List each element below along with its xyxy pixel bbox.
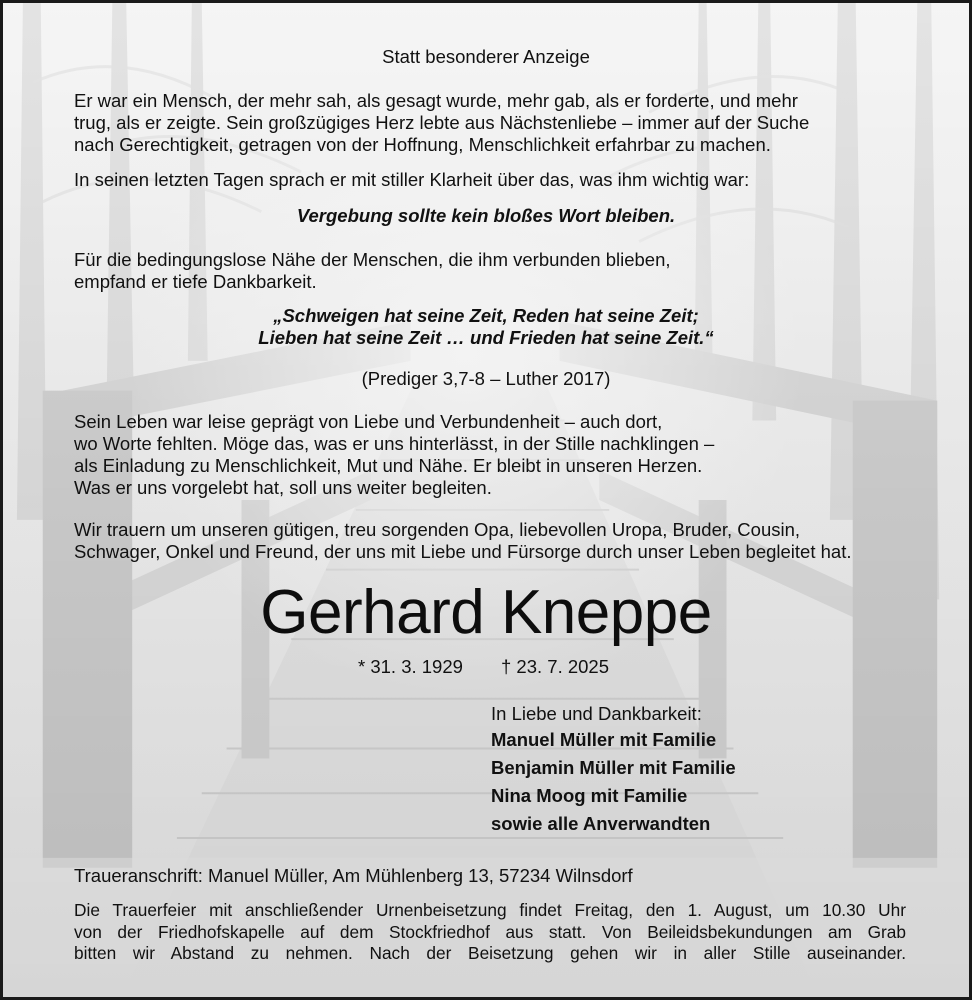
funeral-details [74,900,906,965]
mourning-address: Traueranschrift: Manuel Müller, Am Mühlenberg 13, 57234 Wilnsdorf [74,865,633,886]
life-line-2: wo Worte fehlten. Möge das, was er uns hinterlässt, in der Stille nachklingen – [74,433,715,454]
family-line-4: sowie alle Anverwandten [491,813,711,834]
header-line: Statt besonderer Anzeige [382,46,590,67]
family-line-2: Benjamin Müller mit Familie [491,757,736,778]
gratitude-line-2: empfand er tiefe Dankbarkeit. [74,271,317,292]
forgiveness-line: Vergebung sollte kein bloßes Wort bleiben. [296,205,676,226]
quote-line-1: „Schweigen hat seine Zeit, Reden hat seine Zeit; [273,305,699,326]
funeral-line-2: von der Friedhofskapelle auf dem Stockfriedhof aus statt. Von Beileidsbekundungen am Grab [74,921,906,942]
family-line-1: Manuel Müller mit Familie [491,729,717,750]
quote-source: (Prediger 3,7-8 – Luther 2017) [361,368,611,389]
intro-line-1: Er war ein Mensch, der mehr sah, als gesagt wurde, mehr gab, als er forderte, und mehr [74,90,798,111]
intro-line-2: trug, als er zeigte. Sein großzügiges Herz lebte aus Nächstenliebe – immer auf der Suche [74,112,810,133]
gratitude-line-1: Für die bedingungslose Nähe der Menschen, die ihm verbunden blieben, [74,249,671,270]
deceased-name: Gerhard Kneppe [260,578,712,647]
mourning-line-2: Schwager, Onkel und Freund, der uns mit Liebe und Fürsorge durch unser Leben begleitet hat. [74,541,852,562]
life-line-3: als Einladung zu Menschlichkeit, Mut und Nähe. Er bleibt in unseren Herzen. [74,455,703,476]
mourning-line-1: Wir trauern um unseren gütigen, treu sorgenden Opa, liebevollen Uropa, Bruder, Cousin, [74,519,801,540]
family-line-3: Nina Moog mit Familie [491,785,688,806]
last-days-line: In seinen letzten Tagen sprach er mit stiller Klarheit über das, was ihm wichtig war: [74,169,750,190]
quote-line-2: Lieben hat seine Zeit … und Frieden hat seine Zeit.“ [258,327,714,348]
life-line-4: Was er uns vorgelebt hat, soll uns weiter begleiten. [74,477,492,498]
funeral-line-1: Die Trauerfeier mit anschließender Urnenbeisetzung findet Freitag, den 1. August, um 10.30 Uhr [74,900,906,920]
funeral-line-3: bitten wir Abstand zu nehmen. Nach der Beisetzung gehen wir in aller Stille auseinander. [74,943,906,963]
signoff-intro: In Liebe und Dankbarkeit: [491,703,702,724]
life-line-1: Sein Leben war leise geprägt von Liebe und Verbundenheit – auch dort, [74,411,663,432]
intro-line-3: nach Gerechtigkeit, getragen von der Hoffnung, Menschlichkeit erfahrbar zu machen. [74,134,771,155]
death-date: † 23. 7. 2025 [501,656,610,677]
birth-date: * 31. 3. 1929 [358,656,463,677]
